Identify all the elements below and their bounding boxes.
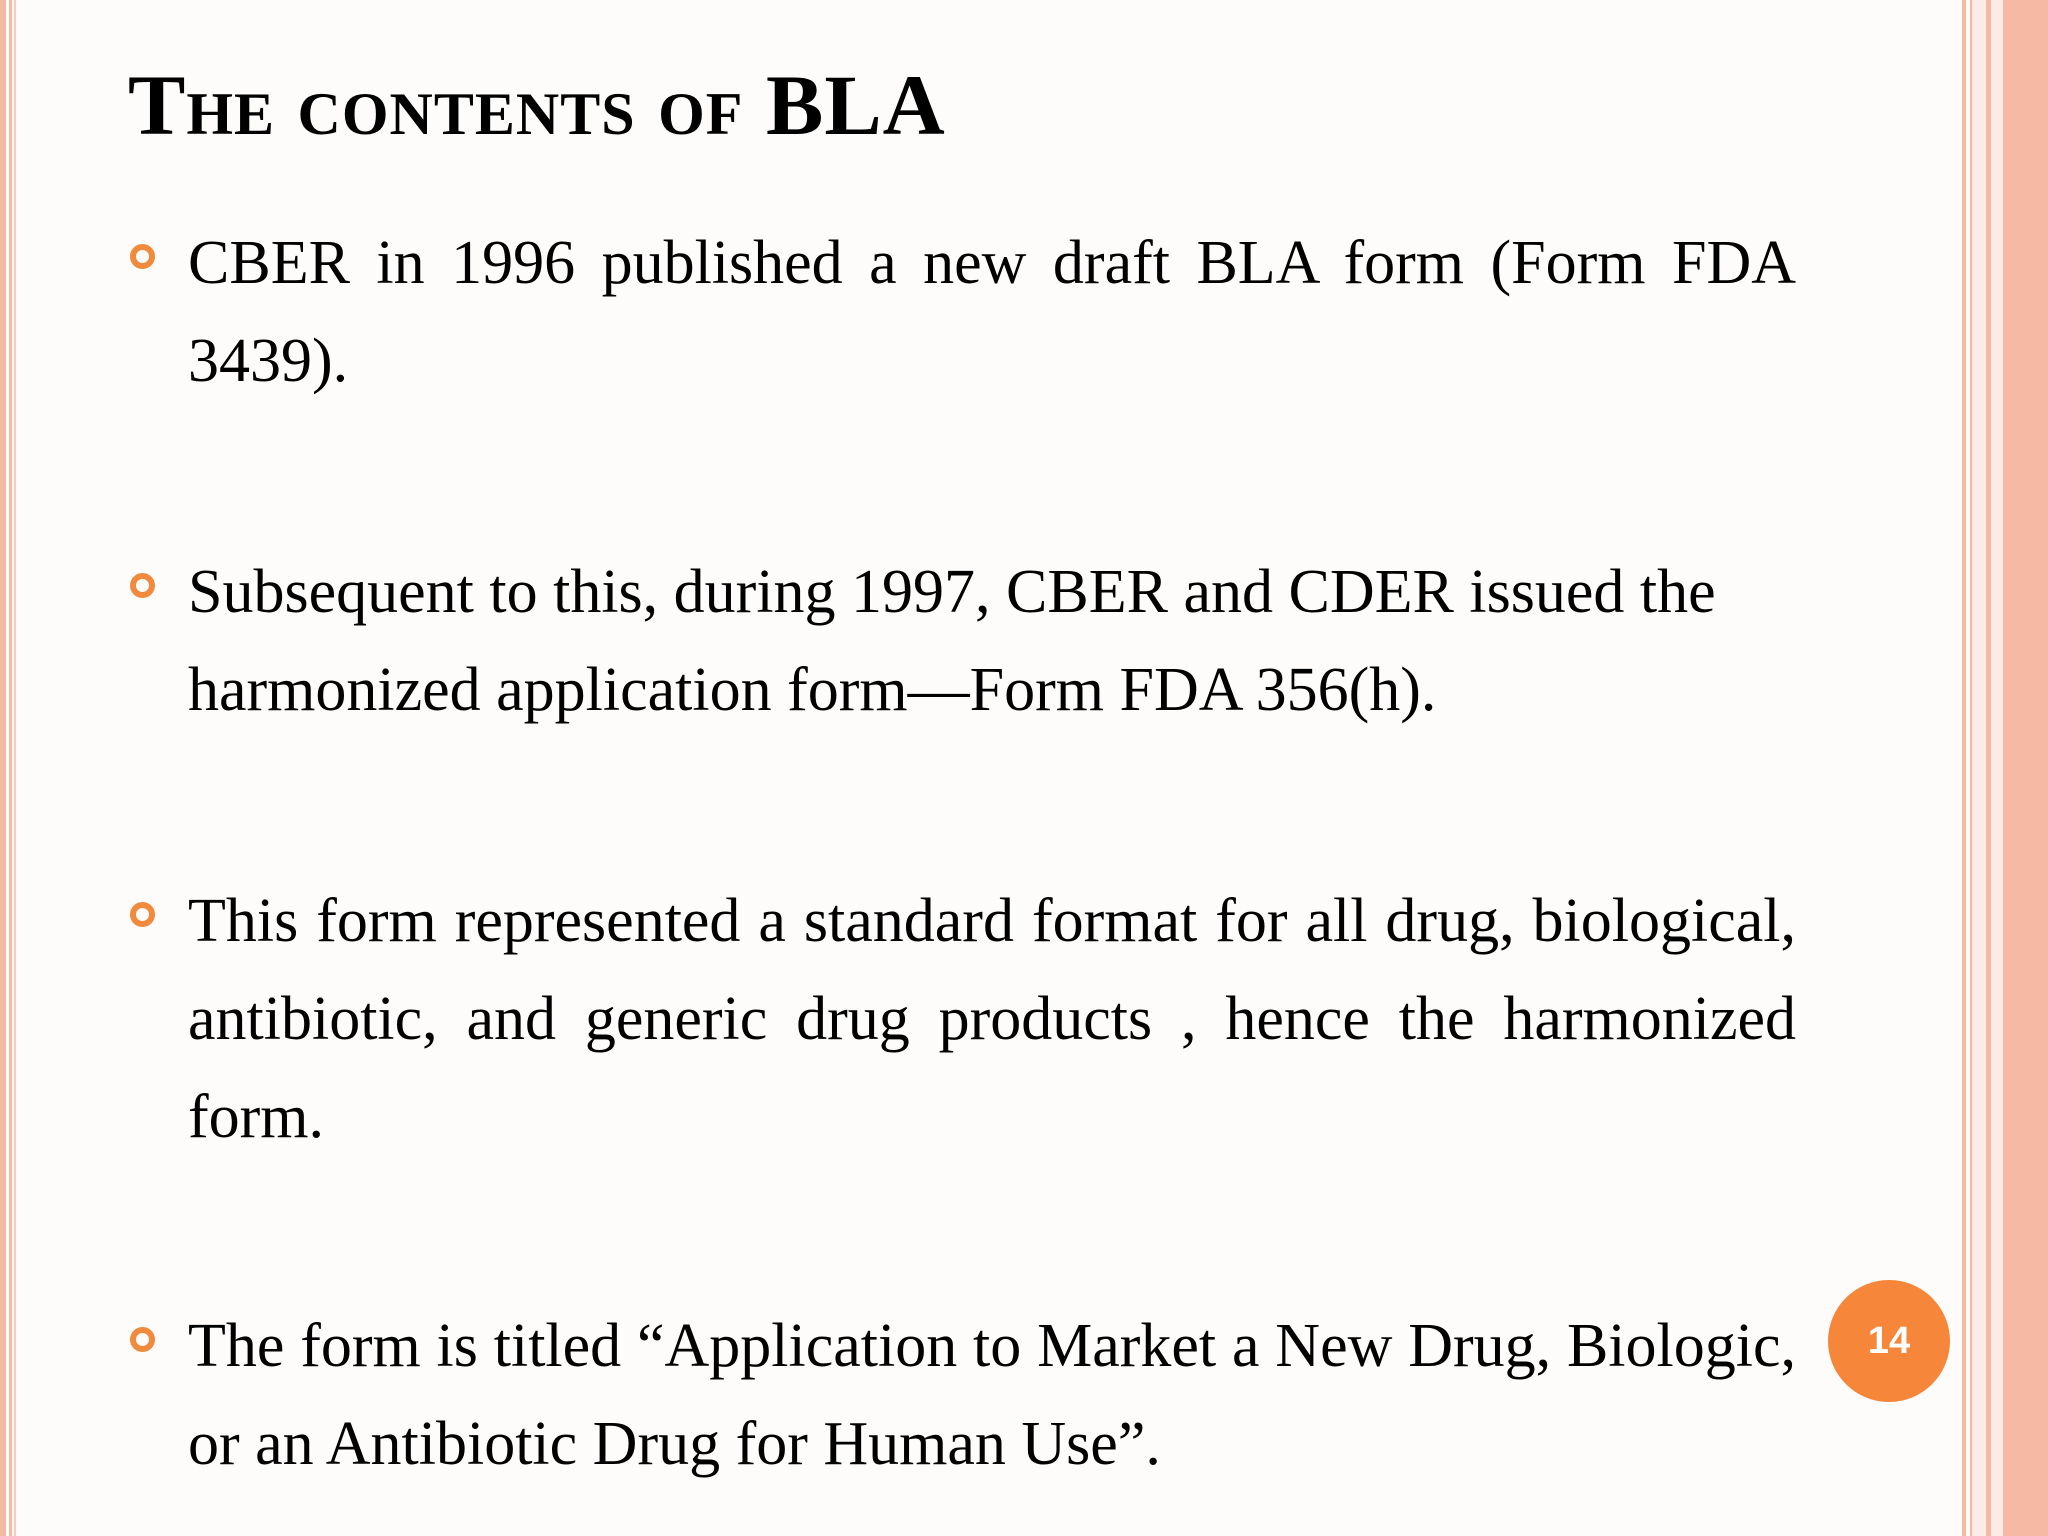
bullet-ring-icon [130,1327,155,1352]
slide-title: The contents of BLA [128,57,946,153]
page-number-badge: 14 [1828,1280,1950,1402]
right-border-stripe [2003,0,2048,1536]
bullet-ring-icon [130,244,155,269]
right-border-stripe [1991,0,2003,1536]
bullet-item [128,543,1796,739]
left-border-stripe [14,0,16,1536]
bullet-text: This form represented a standard format for all drug, biological, antibiotic, and generic drug products , hence the harmonized form. [188,887,1796,1151]
bullet-text: Subsequent to this, during 1997, CBER and CDER issued the harmonized application form—Form FDA 356(h). [188,558,1716,724]
right-border-stripe [1972,0,1986,1536]
right-border-stripe [1962,0,1966,1536]
bullet-text: CBER in 1996 published a new draft BLA form (Form FDA 3439). [188,229,1796,395]
bullet-ring-icon [130,902,155,927]
bullet-text: The form is titled “Application to Market a New Drug, Biologic, or an Antibiotic Drug for Human Use”. [188,1312,1796,1478]
bullet-item [128,872,1796,1166]
bullet-item [128,1297,1796,1493]
bullet-item [128,214,1796,410]
bullet-ring-icon [130,573,155,598]
left-border-stripe [9,0,12,1536]
left-border-stripe [0,0,6,1536]
